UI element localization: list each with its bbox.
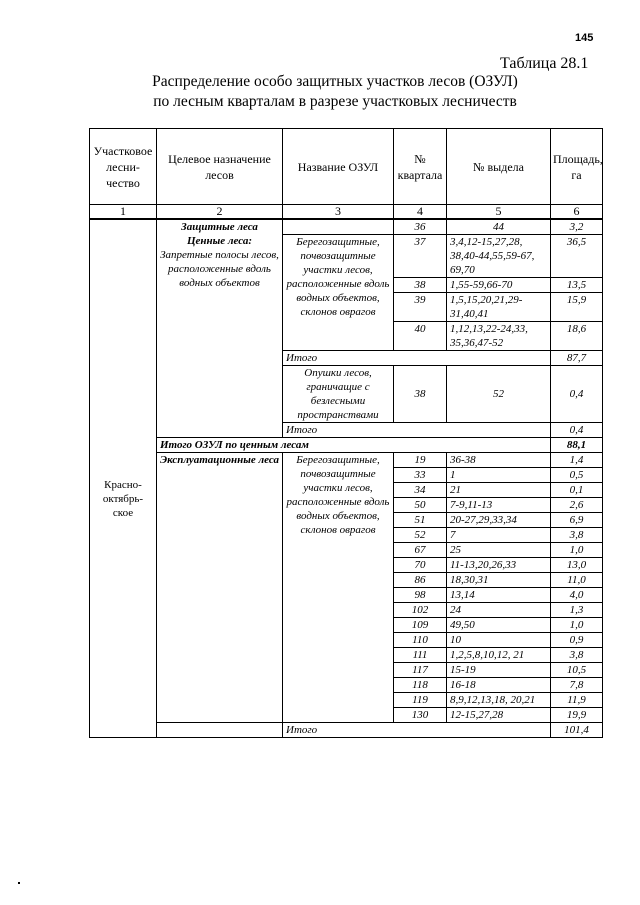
- vydel-cell: 25: [447, 543, 551, 558]
- header-purpose: Целевое назначение лесов: [157, 129, 283, 205]
- vydel-cell: 11-13,20,26,33: [447, 558, 551, 573]
- area-cell: 1,0: [551, 618, 603, 633]
- table-title: [0, 72, 640, 112]
- vydel-cell: 36-38: [447, 453, 551, 468]
- scan-dot: [18, 882, 20, 884]
- area-cell: 7,8: [551, 678, 603, 693]
- vydel-cell: 7-9,11-13: [447, 498, 551, 513]
- area-cell: 0,9: [551, 633, 603, 648]
- vydel-cell: 18,30,31: [447, 573, 551, 588]
- vydel-cell: 8,9,12,13,18, 20,21: [447, 693, 551, 708]
- title-line-2: по лесным кварталам в разрезе участковых лесничеств: [153, 93, 517, 110]
- header-forestry: Участковое лесни-чество: [90, 129, 157, 205]
- area-cell: 15,9: [551, 293, 603, 322]
- quarter-cell: 50: [394, 498, 447, 513]
- ozul-table: [89, 128, 603, 738]
- quarter-cell: 51: [394, 513, 447, 528]
- area-cell: 4,0: [551, 588, 603, 603]
- purpose-description: Запретные полосы лесов, расположенные вдоль водных объектов: [160, 249, 279, 289]
- vydel-cell: 1,2,5,8,10,12, 21: [447, 648, 551, 663]
- empty-cell: [157, 723, 283, 738]
- quarter-cell: 38: [394, 278, 447, 293]
- quarter-cell: 38: [394, 366, 447, 423]
- table-row: [90, 219, 603, 235]
- column-number-row: [90, 205, 603, 220]
- vydel-cell: 3,4,12-15,27,28, 38,40-44,55,59-67, 69,70: [447, 235, 551, 278]
- purpose-title-protective: Защитные леса: [181, 221, 258, 233]
- column-number: 3: [283, 205, 394, 220]
- header-ozul-name: Название ОЗУЛ: [283, 129, 394, 205]
- quarter-cell: 118: [394, 678, 447, 693]
- area-cell: 3,8: [551, 648, 603, 663]
- area-cell: 0,5: [551, 468, 603, 483]
- subtotal-label: Итого: [283, 723, 551, 738]
- purpose-cell-valuable: [157, 219, 283, 438]
- area-cell: 0,1: [551, 483, 603, 498]
- subtotal-label: Итого: [283, 423, 551, 438]
- quarter-cell: 33: [394, 468, 447, 483]
- area-cell: 18,6: [551, 322, 603, 351]
- vydel-cell: 7: [447, 528, 551, 543]
- area-cell: 36,5: [551, 235, 603, 278]
- area-cell: 3,2: [551, 219, 603, 235]
- subtotal-value: 101,4: [551, 723, 603, 738]
- area-cell: 3,8: [551, 528, 603, 543]
- ozul-name-cell: Берегозащитные, почвозащитные участки лесов, расположенные вдоль водных объектов, склонов оврагов: [283, 235, 394, 351]
- purpose-title-valuable: Ценные леса:: [186, 235, 253, 247]
- area-cell: 13,5: [551, 278, 603, 293]
- quarter-cell: 34: [394, 483, 447, 498]
- vydel-cell: 16-18: [447, 678, 551, 693]
- area-cell: 6,9: [551, 513, 603, 528]
- vydel-cell: 52: [447, 366, 551, 423]
- vydel-cell: 20-27,29,33,34: [447, 513, 551, 528]
- quarter-cell: 36: [394, 219, 447, 235]
- vydel-cell: 44: [447, 219, 551, 235]
- ozul-name-cell: Берегозащитные, почвозащитные участки лесов, расположенные вдоль водных объектов, склонов оврагов: [283, 453, 394, 723]
- ozul-empty-cell: [283, 219, 394, 235]
- quarter-cell: 98: [394, 588, 447, 603]
- vydel-cell: 1,12,13,22-24,33, 35,36,47-52: [447, 322, 551, 351]
- quarter-cell: 130: [394, 708, 447, 723]
- area-cell: 11,9: [551, 693, 603, 708]
- column-number: 1: [90, 205, 157, 220]
- table-body: [90, 219, 603, 738]
- vydel-cell: 49,50: [447, 618, 551, 633]
- quarter-cell: 19: [394, 453, 447, 468]
- quarter-cell: 109: [394, 618, 447, 633]
- header-area: Площадь, га: [551, 129, 603, 205]
- vydel-cell: 12-15,27,28: [447, 708, 551, 723]
- quarter-cell: 86: [394, 573, 447, 588]
- header-quarter: № квартала: [394, 129, 447, 205]
- column-number: 6: [551, 205, 603, 220]
- subtotal-label: Итого: [283, 351, 551, 366]
- vydel-cell: 1,55-59,66-70: [447, 278, 551, 293]
- vydel-cell: 24: [447, 603, 551, 618]
- quarter-cell: 40: [394, 322, 447, 351]
- quarter-cell: 102: [394, 603, 447, 618]
- vydel-cell: 15-19: [447, 663, 551, 678]
- total-value: 88,1: [551, 438, 603, 453]
- title-line-1: Распределение особо защитных участков лесов (ОЗУЛ): [152, 73, 518, 90]
- subtotal-row: [90, 723, 603, 738]
- total-label: Итого ОЗУЛ по ценным лесам: [157, 438, 551, 453]
- vydel-cell: 1: [447, 468, 551, 483]
- table-row: [90, 453, 603, 468]
- vydel-cell: 13,14: [447, 588, 551, 603]
- vydel-cell: 1,5,15,20,21,29-31,40,41: [447, 293, 551, 322]
- quarter-cell: 37: [394, 235, 447, 278]
- header-row: [90, 129, 603, 205]
- total-row: [90, 438, 603, 453]
- page-number: 145: [575, 32, 594, 44]
- edge-name-cell: Опушки лесов, граничащие с безлесными пространствами: [283, 366, 394, 423]
- area-cell: 1,0: [551, 543, 603, 558]
- area-cell: 1,3: [551, 603, 603, 618]
- quarter-cell: 67: [394, 543, 447, 558]
- column-number: 5: [447, 205, 551, 220]
- table-label: Таблица 28.1: [500, 55, 589, 72]
- area-cell: 0,4: [551, 366, 603, 423]
- area-cell: 11,0: [551, 573, 603, 588]
- quarter-cell: 117: [394, 663, 447, 678]
- forestry-cell: Красно-октябрь-ское: [90, 219, 157, 738]
- vydel-cell: 10: [447, 633, 551, 648]
- area-cell: 1,4: [551, 453, 603, 468]
- area-cell: 19,9: [551, 708, 603, 723]
- area-cell: 2,6: [551, 498, 603, 513]
- vydel-cell: 21: [447, 483, 551, 498]
- quarter-cell: 110: [394, 633, 447, 648]
- quarter-cell: 52: [394, 528, 447, 543]
- column-number: 2: [157, 205, 283, 220]
- subtotal-value: 87,7: [551, 351, 603, 366]
- purpose-cell-exploitation: Эксплуатационные леса: [157, 453, 283, 723]
- quarter-cell: 70: [394, 558, 447, 573]
- quarter-cell: 111: [394, 648, 447, 663]
- area-cell: 13,0: [551, 558, 603, 573]
- area-cell: 10,5: [551, 663, 603, 678]
- quarter-cell: 119: [394, 693, 447, 708]
- header-vydel: № выдела: [447, 129, 551, 205]
- column-number: 4: [394, 205, 447, 220]
- quarter-cell: 39: [394, 293, 447, 322]
- subtotal-value: 0,4: [551, 423, 603, 438]
